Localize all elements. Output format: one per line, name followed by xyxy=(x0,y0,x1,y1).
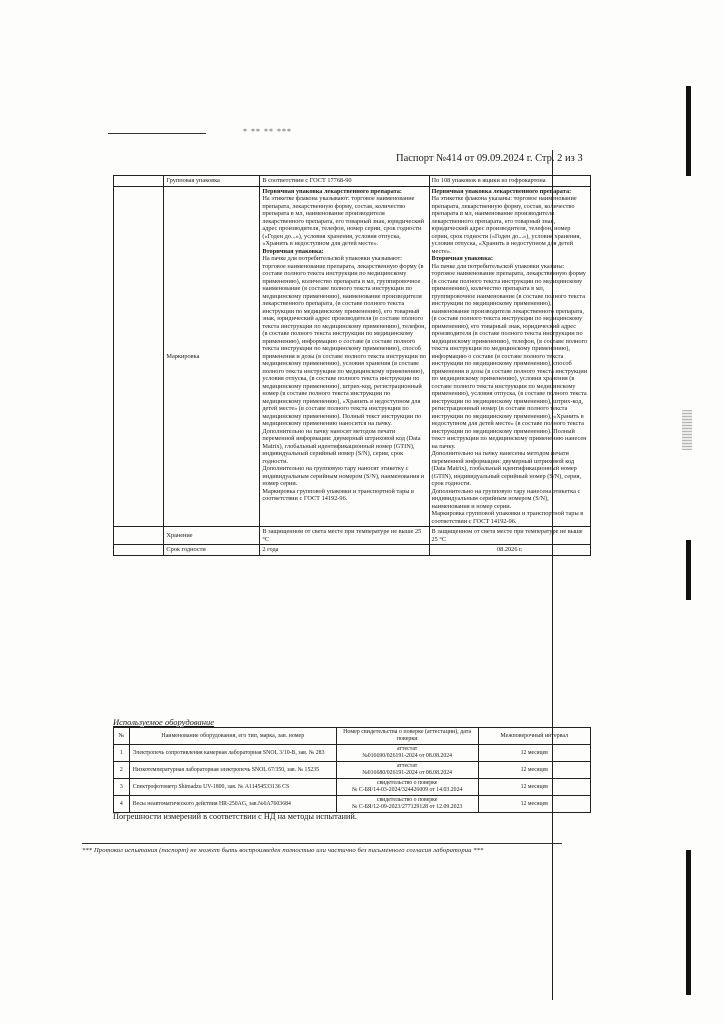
table-row xyxy=(114,796,591,813)
equip-cert-number: № С-БЯ/12-09-2023/277129128 от 12.09.2023 xyxy=(351,804,463,810)
spec-secondary-title: Вторичная упаковка: xyxy=(262,247,324,255)
equip-cert-type: аттестат xyxy=(396,763,418,769)
equip-cert xyxy=(336,745,478,762)
footer-divider xyxy=(82,843,562,844)
spec-storage: В защищенном от света месте при температуре не выше 25 °С xyxy=(260,527,429,545)
result-secondary-text: На пачке для потребительской упаковки указаны: торговое наименование препарата, лекарственную форму (в составе полного текста инструкции по медицинскому применению), количество препарата в мл, группировочное наименование (в составе полного текста инструкции по медицинскому применению), наименование производителя лекарственного препарата, (в составе полного текста инструкции по медицинскому применению), его товарный знак, юридический адрес производителя (в составе полного текста инструкции по медицинскому применению), телефон, (в составе полного текста инструкции по медицинскому применению), информацию о составе (в составе полного текста инструкции по медицинскому применению), способ применения и дозы (в составе полного текста инструкции по медицинскому применению), условия хранения (в составе полного текста инструкции по медицинскому применению), условия отпуска, (в составе полного текста инструкции по медицинскому применению), штрих-код, регистрационный номер (в составе полного текста инструкции по медицинскому применению), «Хранить в недоступном для детей месте» (в составе полного текста инструкции по медицинскому применению). Полный текст инструкции по медицинскому применению нанесен на пачку. xyxy=(431,262,588,450)
row-label-shelf-life: Срок годности xyxy=(164,545,260,556)
spec-extra-text: Дополнительно на пачку наносят методом печати переменной информации: двумерный штриховой код (Data Matrix), глобальный идентификационный номер (GTIN), индивидуальный серийный номер (S/N), серия, срок годности. xyxy=(262,427,421,465)
equip-num: 2 xyxy=(114,762,130,779)
page-title: Паспорт №414 от 09.09.2024 г. Стр. 2 из 3 xyxy=(396,153,583,164)
equip-cert xyxy=(336,796,478,813)
equip-interval: 12 месяцев xyxy=(478,796,590,813)
table-row xyxy=(114,527,591,545)
table-cell xyxy=(114,527,164,545)
equip-interval: 12 месяцев xyxy=(478,762,590,779)
spec-table xyxy=(113,175,591,556)
equip-cert xyxy=(336,762,478,779)
col-header-cert: Номер свидетельства о поверке (аттестации), дата поверки xyxy=(336,728,478,745)
equip-interval: 12 месяцев xyxy=(478,745,590,762)
table-cell xyxy=(114,176,164,187)
equip-name: Электропечь сопротивления камерная лабораторная SNOL 3/10-В, зав. № 283 xyxy=(129,745,336,762)
table-header-row xyxy=(114,728,591,745)
result-secondary-title: Вторичная упаковка: xyxy=(431,255,493,262)
result-primary-title: Первичная упаковка лекарственного препарата: xyxy=(431,187,572,195)
col-header-name: Наименование оборудования, его тип, марка, зав. номер xyxy=(129,728,336,745)
result-marking xyxy=(429,186,590,527)
scan-artifact-line xyxy=(108,133,206,134)
scan-marks: * ** ** *** xyxy=(243,127,292,136)
scan-edge-noise xyxy=(682,410,692,450)
equip-name: Спектрофотометр Shimadzu UV-1800, зав. № A11454533136 CS xyxy=(129,779,336,796)
col-header-num: № xyxy=(114,728,130,745)
col-header-interval: Межповерочный интервал xyxy=(478,728,590,745)
equip-num: 3 xyxy=(114,779,130,796)
equip-cert-type: свидетельство о поверке xyxy=(376,797,438,803)
equip-name: Весы неавтоматического действия HR-250AG, зав.№6A7603684 xyxy=(129,796,336,813)
spec-marking xyxy=(260,186,429,527)
result-transport-text: Маркировка групповой упаковки и транспортной тары в соответствии с ГОСТ 14192-96. xyxy=(431,510,584,525)
equip-interval: 12 месяцев xyxy=(478,779,590,796)
equip-num: 4 xyxy=(114,796,130,813)
result-group-pack: По 108 упаковок в ящики из гофрокартона xyxy=(429,176,590,187)
equip-cert xyxy=(336,779,478,796)
scan-edge-bar xyxy=(686,850,691,995)
equipment-title: Используемое оборудование xyxy=(113,717,215,727)
result-storage: В защищенном от света месте при температуре не выше 25 °С xyxy=(429,527,590,545)
spec-group-text: Дополнительно на групповую тару наносят этикетку с индивидуальным серийным номером (S/N), наименования и номер серии. xyxy=(262,465,425,487)
equip-cert-type: свидетельство о поверке xyxy=(376,780,438,786)
result-primary-text: На этикетке флакона указаны: торговое наименование препарата, лекарственную форму, состав, количество препарата в мл, наименование производителя лекарственного препарата, его товарный знак, юридический адрес производителя, телефон, номер серии, срок годности («Годен до...»), условия хранения, условия отпуска, «Хранить в недоступном для детей месте». xyxy=(431,195,581,255)
equip-name: Низкотемпературная лабораторная электропечь SNOL 67/350, зав. № 15235 xyxy=(129,762,336,779)
equip-cert-number: №016680/026191-2024 от 08.08.2024 xyxy=(362,770,453,776)
table-row xyxy=(114,176,591,187)
spec-shelf-life: 2 года xyxy=(260,545,429,556)
table-cell xyxy=(114,186,164,527)
row-label-storage: Хранение xyxy=(164,527,260,545)
equipment-table xyxy=(113,727,591,813)
spec-primary-text: На этикетке флакона указывают: торговое наименование препарата, лекарственную форму, состав, количество препарата в мл, наименование производителя лекарственного препарата, его товарный знак, юридический адрес производителя, телефон, номер серии, срок годности («Годен до...»), условия хранения, условия отпуска, «Хранить в недоступном для детей месте». xyxy=(262,195,425,247)
equip-cert-type: аттестат xyxy=(396,746,418,752)
table-row xyxy=(114,745,591,762)
table-row xyxy=(114,762,591,779)
scan-edge-bar xyxy=(686,86,691,176)
scan-edge-bar xyxy=(686,540,691,600)
spec-transport-text: Маркировка групповой упаковки и транспортной тары в соответствии с ГОСТ 14192-96. xyxy=(262,487,415,502)
row-label-marking: Маркировка xyxy=(164,186,260,527)
equip-num: 1 xyxy=(114,745,130,762)
footer-disclaimer: *** Протокол испытания (паспорт) не может быть воспроизведен полностью или частично без письменного согласия лаборатории *** xyxy=(82,847,484,854)
table-row xyxy=(114,779,591,796)
row-label-group-pack: Групповая упаковка xyxy=(164,176,260,187)
result-shelf-life: 08.2026 г. xyxy=(429,545,590,556)
spec-group-pack: В соответствии с ГОСТ 17768-90 xyxy=(260,176,429,187)
table-row xyxy=(114,186,591,527)
errors-note: Погрешности измерений в соответствии с НД на методы испытаний. xyxy=(113,812,357,821)
result-extra-text: Дополнительно на пачку нанесены методом печати переменной информации: двумерный штриховой код (Data Matrix), глобальный идентификационный номер (GTIN), индивидуальный серийный номер (S/N), серия, срок годности. xyxy=(431,450,582,487)
equip-cert-number: № С-БЯ/14-03-2024/324426009 от 14.03.2024 xyxy=(351,787,463,793)
spec-primary-title: Первичная упаковка лекарственного препарата: xyxy=(262,187,403,195)
equip-cert-number: №016690/026191-2024 от 08.08.2024 xyxy=(362,753,453,759)
result-group-text: Дополнительно на групповую тару нанесена этикетка с индивидуальным серийным номером (S/N), наименования и номер серии. xyxy=(431,487,581,510)
table-row xyxy=(114,545,591,556)
table-cell xyxy=(114,545,164,556)
spec-secondary-text: На пачке для потребительской упаковки указывают: торговое наименование препарата, лекарственную форму (в составе полного текста инструкции по медицинскому применению), количество препарата в мл, группировочное наименование (в составе полного текста инструкции по медицинскому применению), наименование производителя лекарственного препарата, (в составе полного текста инструкции по медицинскому применению), его товарный знак, юридический адрес производителя (в составе полного текста инструкции по медицинскому применению), телефон, (в составе полного текста инструкции по медицинскому применению), информацию о составе (в составе полного текста инструкции по медицинскому применению), способ применения и дозы (в составе полного текста инструкции по медицинскому применению), условия хранения (в составе полного текста инструкции по медицинскому применению), условия отпуска, (в составе полного текста инструкции по медицинскому применению), штрих-код, регистрационный номер (в составе полного текста инструкции по медицинскому применению), «Хранить в недоступном для детей месте» (в составе полного текста инструкции по медицинскому применению). Полный текст инструкции по медицинскому применению наносится на пачку. xyxy=(262,255,427,427)
